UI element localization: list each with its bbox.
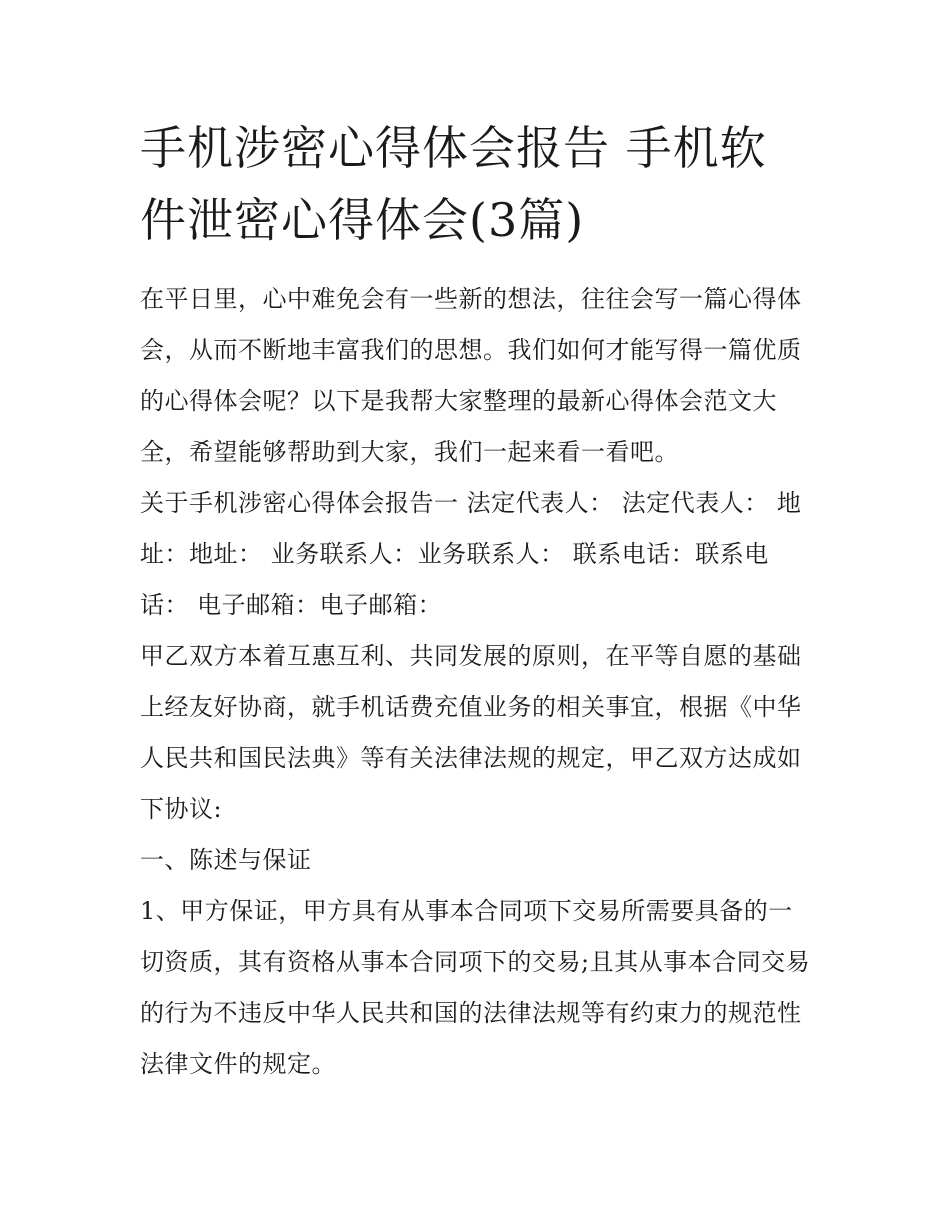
- contact-info-paragraph: 关于手机涉密心得体会报告一 法定代表人： 法定代表人： 地址：地址： 业务联系人：业务联系人： 联系电话：联系电话： 电子邮箱：电子邮箱：: [140, 489, 802, 619]
- intro-paragraph: 在平日里，心中难免会有一些新的想法，往往会写一篇心得体会，从而不断地丰富我们的思想。我们如何才能写得一篇优质的心得体会呢？以下是我帮大家整理的最新心得体会范文大全，希望能够帮助到大家，我们一起来看一看吧。: [140, 285, 802, 466]
- agreement-preamble-paragraph: 甲乙双方本着互惠互利、共同发展的原则，在平等自愿的基础上经友好协商，就手机话费充值业务的相关事宜，根据《中华人民共和国民法典》等有关法律法规的规定，甲乙双方达成如下协议:: [140, 642, 802, 823]
- document-title: 手机涉密心得体会报告 手机软件泄密心得体会(3篇): [140, 121, 767, 247]
- clause-paragraph: 1、甲方保证，甲方具有从事本合同项下交易所需要具备的一切资质，其有资格从事本合同项下的交易;且其从事本合同交易的行为不违反中华人民共和国的法律法规等有约束力的规范性法律文件的规定。: [140, 897, 811, 1078]
- section-heading: 一、陈述与保证: [140, 846, 312, 874]
- document-body: [140, 112, 812, 1090]
